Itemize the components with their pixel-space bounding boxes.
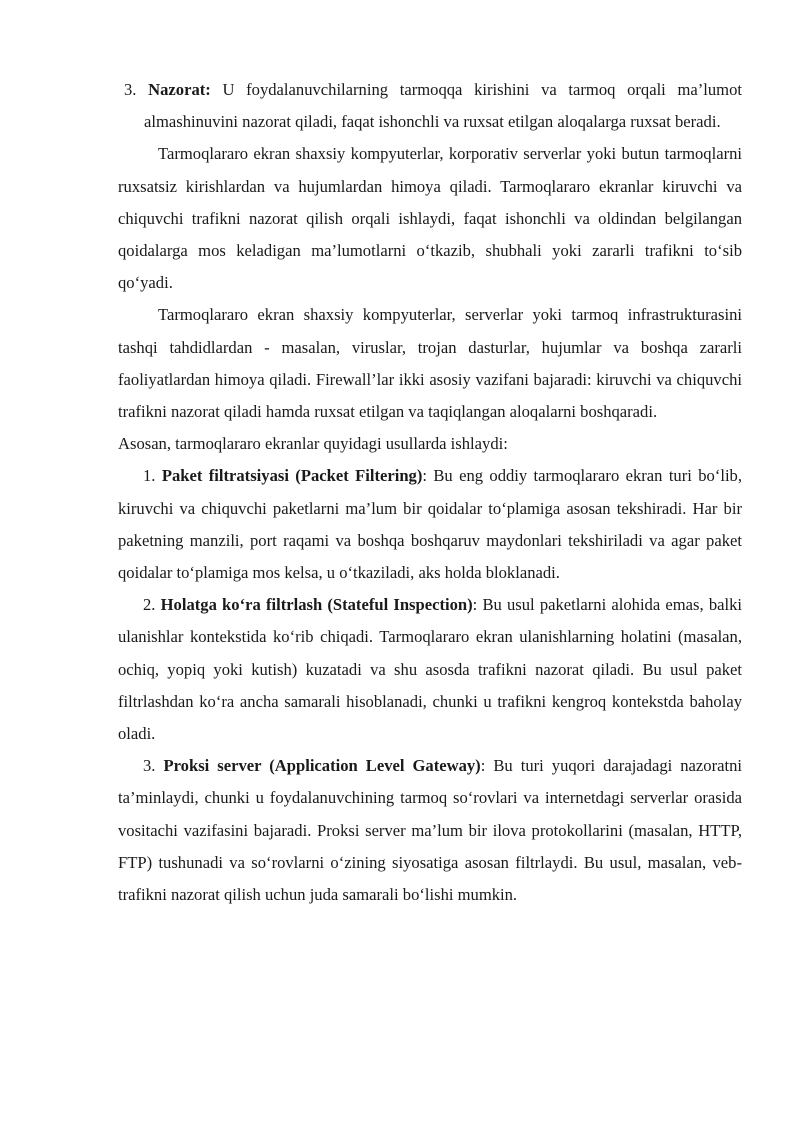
list-term: Holatga ko‘ra filtrlash (Stateful Inspection): [160, 595, 473, 615]
document-body: [118, 74, 742, 911]
list-item-nazorat: [118, 74, 742, 138]
paragraph: Tarmoqlararo ekran shaxsiy kompyuterlar, korporativ serverlar yoki butun tarmoqlarni ruxsatsiz kirishlardan va hujumlardan himoya qiladi. Tarmoqlararo ekranlar kiruvchi va chiquvchi trafikni nazorat qilish orqali ishlaydi, faqat ishonchli va oldindan belgilangan qoidalarga mos keladigan ma’lumotlarni o‘tkazib, shubhali yoki zararli trafikni to‘sib qo‘yadi.: [118, 144, 742, 293]
list-item-proxy-server: [118, 750, 742, 911]
list-text: U foydalanuvchilarning tarmoqqa kirishini va tarmoq orqali ma’lumot almashinuvini nazorat qiladi, faqat ishonchli va ruxsat etilgan aloqalarga ruxsat beradi.: [144, 80, 742, 132]
list-term: Proksi server (Application Level Gateway): [163, 756, 481, 776]
list-text: : Bu usul paketlarni alohida emas, balki ulanishlar kontekstida ko‘rib chiqadi. Tarmoqlararo ekran ulanishlarning holatini (masalan, ochiq, yopiq yoki kutish) kuzatadi va shu asosda trafikni nazorat qiladi. Bu usul paket filtrlashdan ko‘ra ancha samarali hisoblanadi, chunki u trafikni kengroq kontekstda baholay oladi.: [118, 595, 742, 744]
list-text: : Bu turi yuqori darajadagi nazoratni ta’minlaydi, chunki u foydalanuvchining tarmoq so‘rovlari va internetdagi serverlar orasida vositachi vazifasini bajaradi. Proksi server ma’lum bir ilova protokollarini (masalan, HTTP, FTP) tushunadi va so‘rovlarni o‘zining siyosatiga asosan filtrlaydi. Bu usul, masalan, veb-trafikni nazorat qilish uchun juda samarali bo‘lishi mumkin.: [118, 756, 742, 905]
list-text: : Bu eng oddiy tarmoqlararo ekran turi bo‘lib, kiruvchi va chiquvchi paketlarni ma’lum bir qoidalar to‘plamiga asosan tekshiradi. Har bir paketning manzili, port raqami va boshqa boshqaruv maydonlari tekshiriladi va agar paket qoidalar to‘plamiga mos kelsa, u o‘tkaziladi, aks holda bloklanadi.: [118, 466, 743, 583]
list-number: 1.: [143, 466, 156, 486]
list-number: 3.: [143, 756, 156, 776]
list-item-stateful-inspection: [118, 589, 742, 750]
list-term: Nazorat:: [148, 80, 211, 99]
lead-paragraph: Asosan, tarmoqlararo ekranlar quyidagi usullarda ishlaydi:: [118, 434, 508, 454]
list-number: 3.: [124, 80, 137, 99]
list-item-packet-filtering: [118, 460, 742, 589]
list-number: 2.: [143, 595, 156, 615]
list-term: Paket filtratsiyasi (Packet Filtering): [161, 466, 423, 486]
paragraph: Tarmoqlararo ekran shaxsiy kompyuterlar, serverlar yoki tarmoq infrastrukturasini tashqi tahdidlardan - masalan, viruslar, trojan dasturlar, hujumlar va boshqa zararli faoliyatlardan himoya qiladi. Firewall’lar ikki asosiy vazifani bajaradi: kiruvchi va chiquvchi trafikni nazorat qiladi hamda ruxsat etilgan va taqiqlangan aloqalarni boshqaradi.: [118, 305, 742, 422]
